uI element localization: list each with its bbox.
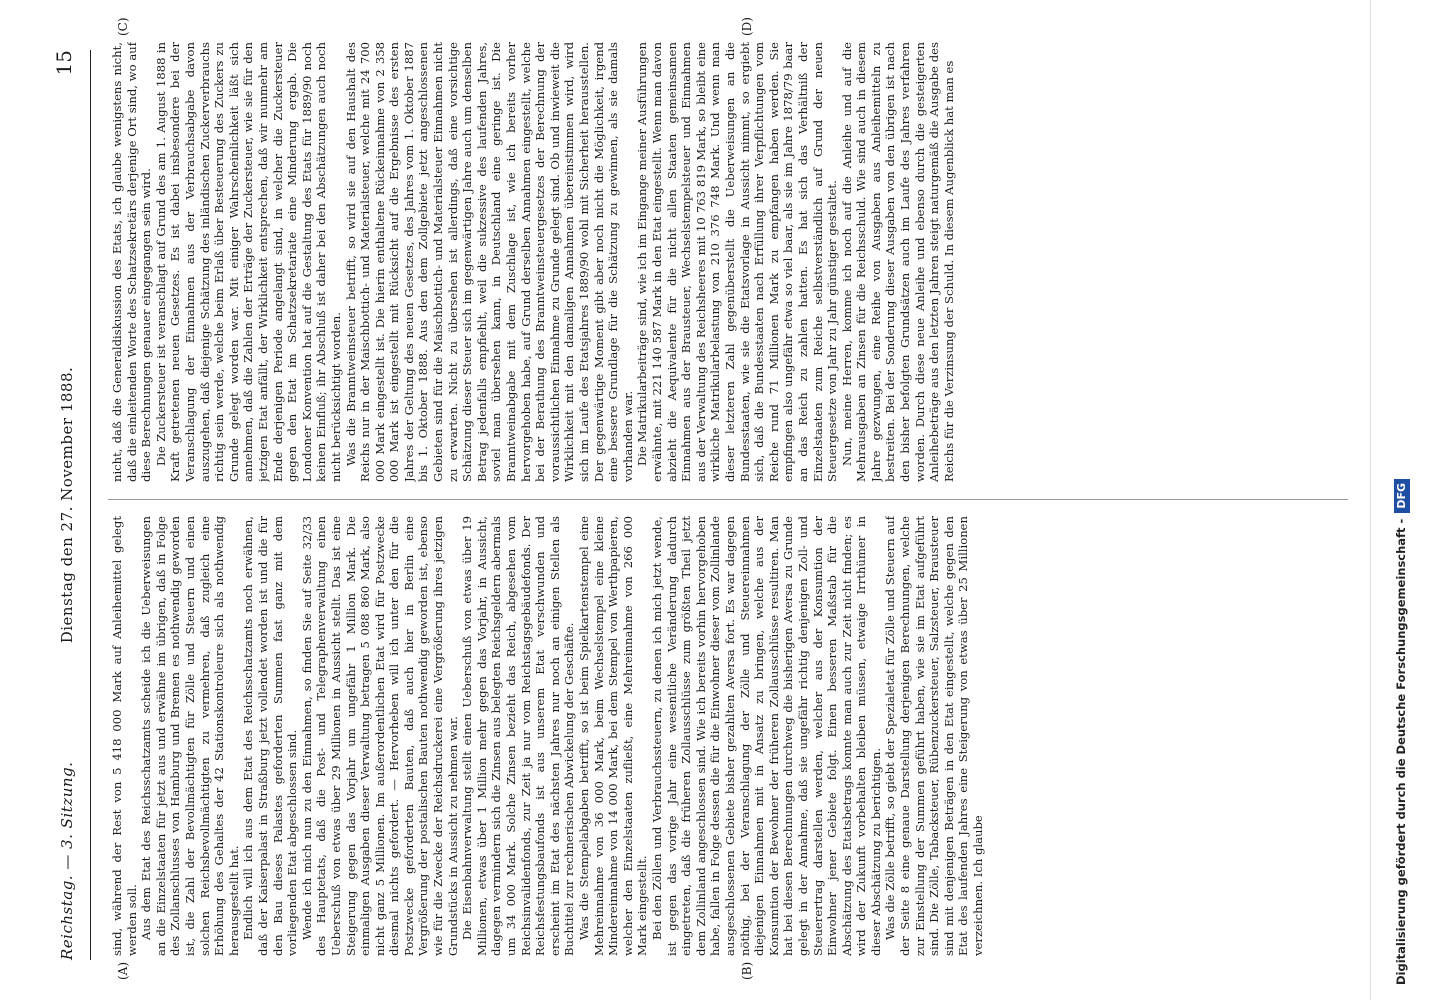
column-divider bbox=[108, 499, 1348, 500]
header-session: Reichstag. — 3. Sitzung. bbox=[58, 761, 76, 960]
paragraph: Was die Branntweinsteuer betrifft, so wird sie auf den Haushalt des Reichs nur in der Maischbottich- und Materialsteuer, welche mit 24 700 000 Mark eingestellt ist. Die hierin enthaltene Rückeinnahme von 2 358 000 Mark ist eingestellt mit Rücksicht auf die Ergebnisse des ersten Jahres der Geltung des neuen Gesetzes, des Jahres vom 1. Oktober 1887 bis 1. Oktober 1888. Aus den dem Zollgebiete jetzt angeschlossenen Gebieten sind für die Maischbottich- und Materialsteuer Einnahmen nicht zu erwarten. Nicht zu übersehen ist allerdings, daß eine vorsichtige Schätzung dieser Steuer sich im gegenwärtigen Jahre auch um denselben Betrag jedenfalls empfiehlt, weil die sukzessive des laufenden Jahres, soviel man übersehen kann, in Deutschland eine geringe ist. Die Branntweinabgabe mit dem Zuschlage ist, wie ich bereits vorher hervorgehoben habe, auf Grund derselben Annahmen eingestellt, welche bei der Berathung des Branntweinsteuergesetzes der Berechnung der voraussichtlichen Einnahme zu Grunde gelegt sind. Ob und inwieweit die Wirklichkeit mit den damaligen Annahmen übereinstimmen wird, wird sich im Laufe des Etatsjahres 1889/90 wohl mit Sicherheit herausstellen. Der gegenwärtige Moment gibt aber noch nicht die Möglichkeit, irgend eine bessere Grundlage für die Schätzung zu gewinnen, als sie damals vorhanden war. bbox=[343, 42, 635, 482]
margin-marker-d: (D) bbox=[740, 17, 754, 36]
paragraph: Die Zuckersteuer ist veranschlagt auf Grund des am 1. August 1888 in Kraft getretenen neuen Gesetzes. Es ist dabei insbesondere bei der Veranschlagung der Einnahmen aus der Verbrauchsabgabe davon auszugehen, daß diejenige Schätzung des inländischen Zuckerverbrauchs richtig sein werde, welche beim Erlaß über Besteuerung des Zuckers zu Grunde gelegt worden war. Mit einiger Wahrscheinlichkeit läßt sich annehmen, daß die Zahlen der Erträge der Zuckersteuer, wie sie für den jetzigen Etat anfällt, der Wirklichkeit entsprechen, daß wir nunmehr am Ende derjenigen Periode angelangt sind, in welcher die Zuckersteuer gegen den Etat im Schatzsekretariate eine Minderung ergab. Die Londoner Konvention hat auf die Gestaltung des Etats für 1889/90 noch keinen Einfluß; ihr Abschluß ist daher bei den Abschätzungen auch noch nicht berücksichtigt worden. bbox=[153, 42, 343, 482]
digitization-credit bbox=[1390, 15, 1412, 985]
paragraph: sind, während der Rest von 5 418 000 Mark auf Anleihemittel gelegt werden soll. bbox=[110, 516, 139, 956]
paragraph: Was die Zölle betrifft, so giebt der Spezialetat für Zölle und Steuern auf der Seite 8 eine genaue Darstellung derjenigen Berechnungen, welche zur Einstellung der Summen geführt haben, wie sie im Etat aufgeführt sind. Die Zölle, Tabacksteuer, Rübenzuckersteuer, Salzsteuer, Brausteuer sind mit denjenigen Beträgen in den Etat eingestellt, welche gegen den Etat des laufenden Jahres eine Steigerung von etwas über 25 Millionen verzeichnen. Ich glaube bbox=[883, 516, 986, 956]
margin-marker-a: (A) bbox=[116, 961, 130, 980]
paragraph: Endlich will ich aus dem Etat des Reichsschatzamts noch erwähnen, daß der Kaiserpalast in Straßburg jetzt vollendet worden ist und die für den Bau dieses Palastes geforderten Summen fast ganz mit dem vorliegenden Etat abgeschlossen sind. bbox=[241, 516, 300, 956]
document-page bbox=[50, 17, 1380, 980]
paragraph: Was die Stempelabgaben betrifft, so ist beim Spielkartenstempel eine Mehreinnahme von 36 000 Mark, beim Wechselstempel eine kleine Mindereinnahme von 14 000 Mark, bei dem Stempel von Werthpapieren, welcher den Einzelstaaten zufließt, eine Mehreinnahme von 266 000 Mark eingestellt. bbox=[577, 516, 650, 956]
paragraph: Die Eisenbahnverwaltung stellt einen Ueberschuß von etwas über 19 Millionen, etwas über 1 Million mehr gegen das Vorjahr, in Aussicht, dagegen vermindern sich die Zinsen aus belegten Reichsgeldern abermals um 34 000 Mark. Solche Zinsen bezieht das Reich, abgesehen vom Reichsinvalidenfonds, zur Zeit ja nur vom Reichstagsgebäudefonds. Der Reichsfestungsbaufonds ist aus unserem Etat verschwunden und erscheint im Etat des nächsten Jahres nur noch an einigen Stellen als Buchtitel zur rechnerischen Abwickelung der Geschäfte. bbox=[460, 516, 577, 956]
page-number: 15 bbox=[52, 50, 76, 76]
dfg-logo: DFG bbox=[1394, 479, 1410, 513]
margin-marker-b: (B) bbox=[740, 961, 754, 980]
page-edge bbox=[1370, 0, 1371, 1000]
left-column bbox=[110, 516, 1350, 956]
paragraph: Bei den Zöllen und Verbrauchssteuern, zu denen ich mich jetzt wende, ist gegen das vorige Jahr eine wesentliche Veränderung dadurch eingetreten, daß die früheren Zollausschlüsse zum größten Theil jetzt dem Zollinland angeschlossen sind. Wie ich bereits vorhin hervorgehoben habe, fallen in Folge dessen die für die Einwohner dieser vom Zollinlande ausgeschlossenen Gebiete bisher gezahlten Aversa fort. Es war dagegen nöthig, bei der Veranschlagung der Zölle und Steuereinnahmen diejenigen Einnahmen mit in Ansatz zu bringen, welche aus der Konsumtion der Bewohner der früheren Zollausschlüsse resultiren. Man hat bei diesen Berechnungen durchweg die bisherigen Aversa zu Grunde gelegt in der Annahme, daß sie ungefähr richtig denjenigen Zoll- und Steuerertrag darstellen werden, welcher aus der Konsumtion der Einwohner jener Gebiete folgt. Einen besseren Maßstab für die Abschätzung des Etatsbetrags konnte man auch zur Zeit nicht finden; es wird der Zukunft vorbehalten bleiben müssen, etwaige Irrthümer in dieser Abschätzung zu berichtigen. bbox=[649, 516, 883, 956]
paragraph: Die Matrikularbeiträge sind, wie ich im Eingange meiner Ausführungen erwähnte, mit 221 140 587 Mark in den Etat eingestellt. Wenn man davon abzieht die Aequivalente für die nicht allen Staaten gemeinsamen Einnahmen aus der Brausteuer, Wechselstempelsteuer und Einnahmen aus der Verwaltung des Reichsheeres mit 10 763 819 Mark, so bleibt eine wirkliche Matrikularbelastung von 210 376 748 Mark. Und wenn man dieser letzteren Zahl gegenüberstellt die Ueberweisungen an die Bundesstaaten, wie sie die Etatsvorlage in Aussicht nimmt, so ergiebt sich, daß die Bundesstaaten nach Erfüllung ihrer Verpflichtungen vom Reiche rund 71 Millionen Mark zu empfangen haben werden. Sie empfingen also ungefähr etwa so viel baar, als sie im Jahre 1878/79 baar an das Reich zu zahlen hatten. Es hat sich das Verhältniß der Einzelstaaten zum Reiche selbstverständlich auf Grund der neuen Steuergesetze von Jahr zu Jahr günstiger gestaltet. bbox=[635, 42, 840, 482]
paragraph: Aus dem Etat des Reichsschatzamts scheide ich die Ueberweisungen an die Einzelstaaten für jetzt aus und erwähne im übrigen, daß in Folge des Zollanschlusses von Hamburg und Bremen es nothwendig geworden ist, die Zahl der Bevollmächtigten für Zölle und Steuern und einen solchen Reichsbevollmächtigten zu vermehren, daß zugleich eine Erhöhung des Gehaltes der 42 Stationskontroleure sich als nothwendig herausgestellt hat. bbox=[139, 516, 241, 956]
credit-text: Digitalisierung gefördert durch die Deutsche Forschungsgemeinschaft - bbox=[1394, 518, 1408, 985]
right-column bbox=[110, 42, 1350, 482]
header-date: Dienstag den 27. November 1888. bbox=[58, 366, 76, 644]
paragraph: nicht, daß die Generaldiskussion des Etats, ich glaube wenigstens nicht, daß die einleitenden Worte des Schatzsekretärs derjenige Ort sind, wo auf diese Berechnungen genauer eingegangen sein wird. bbox=[110, 42, 154, 482]
paragraph: Nun, meine Herren, komme ich noch auf die Anleihe und auf die Mehrausgaben an Zinsen für die Reichsschuld. Wie sind auch in diesem Jahre gezwungen, eine Reihe von Ausgaben aus Anleihemitteln zu bestreiten. Bei der Sonderung dieser Ausgaben von den übrigen ist nach den bisher befolgten Grundsätzen auch im Laufe des Jahres verfahren worden. Durch diese neue Anleihe und ebenso durch die gesteigerten Anleihebeträge aus den letzten Jahren steigt naturgemäß die Ausgabe des Reichs für die Verzinsung der Schuld. In diesem Augenblick hat man es bbox=[839, 42, 956, 482]
page-header bbox=[50, 50, 91, 960]
margin-marker-c: (C) bbox=[116, 17, 130, 36]
paragraph: Wende ich mich nun zu den Einnahmen, so finden Sie auf Seite 32/33 des Hauptetats, daß die Post- und Telegraphenverwaltung einen Ueberschuß von etwas über 29 Millionen in Aussicht stellt. Das ist eine Steigerung gegen das Vorjahr um ungefähr 1 Million Mark. Die einmaligen Ausgaben dieser Verwaltung betragen 5 088 860 Mark, also nicht ganz 5 Millionen. Im außerordentlichen Etat wird für Postzwecke diesmal nichts gefordert. — Hervorheben will ich unter den für die Postzwecke geforderten Bauten, daß auch hier in Berlin eine Vergrößerung der postalischen Bauten nothwendig geworden ist, ebenso wie für die Zwecke der Reichsdruckerei eine Vergrößerung ihres jetzigen Grundstücks in Aussicht zu nehmen war. bbox=[299, 516, 460, 956]
